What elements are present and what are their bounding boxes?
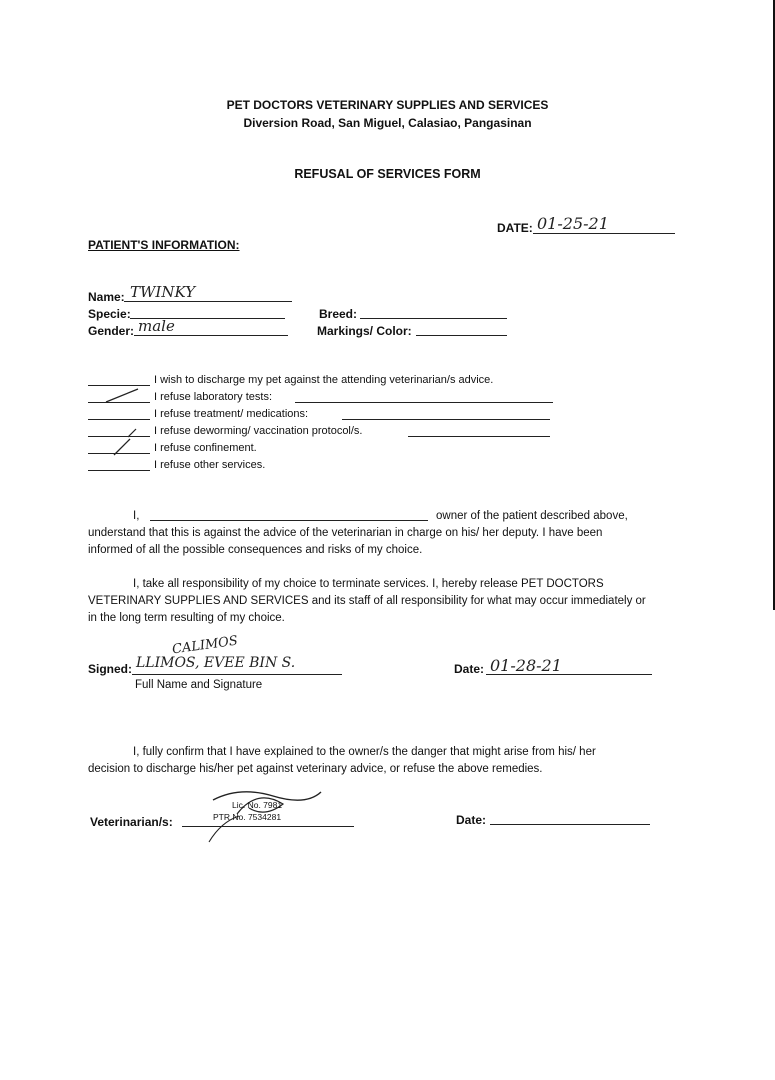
- signature-line: [132, 674, 342, 675]
- confirmation-line: I, fully confirm that I have explained to the owner/s the danger that might arise from his/ her: [133, 746, 596, 758]
- responsibility-line: in the long term resulting of my choice.: [88, 612, 285, 624]
- specie-label: Specie:: [88, 307, 131, 321]
- refusal-item: I refuse deworming/ vaccination protocol/s.: [154, 425, 363, 437]
- stamp-ptr: PTR No. 7534281: [213, 812, 282, 822]
- vet-date-line[interactable]: [490, 824, 650, 825]
- refusal-item: I refuse laboratory tests:: [154, 391, 272, 403]
- refusal-item: I wish to discharge my pet against the attending veterinarian/s advice.: [154, 374, 494, 386]
- vet-date-label: Date:: [456, 813, 487, 827]
- refusal-item: I refuse confinement.: [154, 442, 257, 454]
- refusal-checkbox-line[interactable]: [88, 470, 150, 471]
- lab-tests-line[interactable]: [295, 402, 553, 403]
- patient-section-title: PATIENT'S INFORMATION:: [88, 238, 240, 252]
- owner-date-label: Date:: [454, 662, 485, 676]
- signature-caption: Full Name and Signature: [135, 679, 263, 691]
- responsibility-line: VETERINARY SUPPLIES AND SERVICES and its staff of all responsibility for what may occur immediately or: [88, 595, 646, 607]
- check-mark-icon: [104, 387, 140, 403]
- name-line: [124, 301, 292, 302]
- statement-owner-text: owner of the patient described above,: [436, 510, 628, 522]
- date-line: [533, 233, 675, 234]
- treatment-line[interactable]: [342, 419, 550, 420]
- gender-value[interactable]: male: [138, 317, 175, 335]
- statement-line: understand that this is against the advice of the veterinarian in charge on his/ her deputy. I have been: [88, 527, 603, 539]
- company-address: Diversion Road, San Miguel, Calasiao, Pangasinan: [243, 116, 532, 130]
- confirmation-line: decision to discharge his/her pet against veterinary advice, or refuse the above remedies.: [88, 763, 543, 775]
- vet-label: Veterinarian/s:: [90, 815, 173, 829]
- refusal-item: I refuse other services.: [154, 459, 266, 471]
- vet-signature-line[interactable]: [182, 826, 354, 827]
- deworming-line[interactable]: [408, 436, 550, 437]
- markings-line[interactable]: [416, 335, 507, 336]
- signature-overwrite: CALIMOS: [171, 633, 239, 658]
- form-title: REFUSAL OF SERVICES FORM: [294, 167, 481, 181]
- refusal-checkbox-line[interactable]: [88, 419, 150, 420]
- responsibility-line: I, take all responsibility of my choice to terminate services. I, hereby release PET DOCTORS: [133, 578, 604, 590]
- breed-label: Breed:: [319, 307, 358, 321]
- name-label: Name:: [88, 290, 125, 304]
- owner-signature[interactable]: LLIMOS, EVEE BIN S.: [136, 655, 296, 671]
- refusal-item: I refuse treatment/ medications:: [154, 408, 309, 420]
- statement-i: I,: [133, 510, 140, 522]
- date-label: DATE:: [497, 221, 533, 235]
- refusal-checkbox-line[interactable]: [88, 385, 150, 386]
- owner-date-value[interactable]: 01-28-21: [490, 656, 562, 675]
- date-value[interactable]: 01-25-21: [537, 214, 609, 233]
- owner-name-line[interactable]: [150, 520, 428, 521]
- gender-label: Gender:: [88, 324, 135, 338]
- check-mark-icon: [112, 437, 132, 457]
- stamp-license: Lic. No. 7981: [232, 800, 283, 810]
- statement-line: informed of all the possible consequences and risks of my choice.: [88, 544, 423, 556]
- name-value[interactable]: TWINKY: [130, 283, 196, 301]
- markings-label: Markings/ Color:: [317, 324, 412, 338]
- signed-label: Signed:: [88, 662, 132, 676]
- company-name: PET DOCTORS VETERINARY SUPPLIES AND SERVICES: [226, 98, 549, 112]
- breed-line[interactable]: [360, 318, 507, 319]
- gender-line: [134, 335, 288, 336]
